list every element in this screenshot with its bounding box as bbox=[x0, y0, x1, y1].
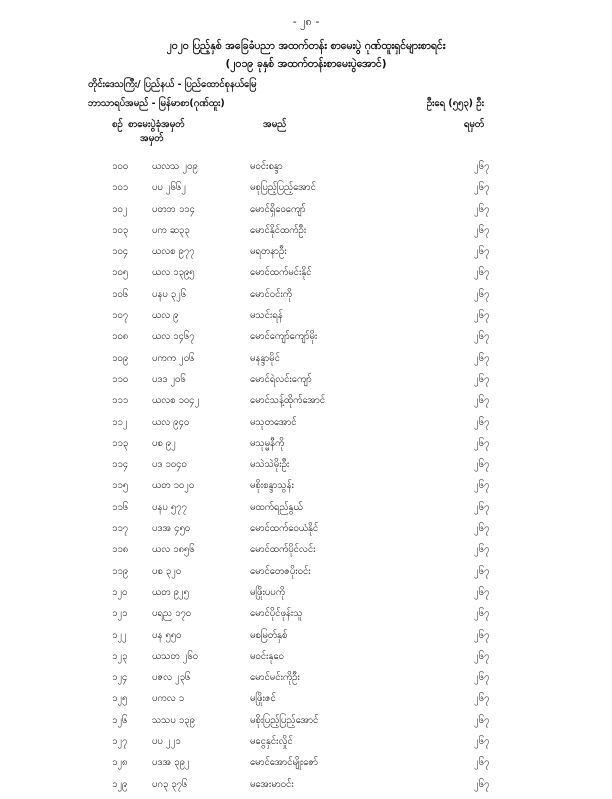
score: ၂၆၇ bbox=[474, 650, 490, 662]
row-number: ၁၀၂ bbox=[112, 203, 128, 215]
student-name: မဝင်းစန္ဒာ bbox=[250, 161, 283, 172]
table-row bbox=[0, 650, 612, 671]
row-number: ၁၁၀ bbox=[112, 373, 129, 385]
roll-number: ပကလ ၁ bbox=[152, 693, 184, 705]
student-name: မသဲသဲမိုးဦး bbox=[250, 459, 290, 471]
student-name: မောင်ကျော်ကျော်မိုး bbox=[250, 331, 318, 343]
score: ၂၆၇ bbox=[474, 693, 490, 705]
table-row bbox=[0, 671, 612, 692]
score: ၂၆၇ bbox=[474, 459, 490, 471]
table-row bbox=[0, 394, 612, 415]
score: ၂၆၇ bbox=[474, 203, 490, 215]
student-name: မောင်ထက်ပိုင်လင်း bbox=[250, 544, 316, 556]
roll-number: ပက ဆ၃၃ bbox=[152, 224, 190, 236]
table-row bbox=[0, 266, 612, 287]
roll-number: ပဒဒ ၂၀၆ bbox=[152, 373, 186, 385]
header-name: အမည် bbox=[263, 119, 287, 130]
row-number: ၁၂၇ bbox=[112, 736, 128, 748]
table-row bbox=[0, 330, 612, 351]
student-name: မဝင်းနုဝေ bbox=[250, 650, 284, 662]
student-name: မဖြိုးပပကို bbox=[250, 586, 285, 598]
roll-number: ပကက ၂၀၆ bbox=[152, 352, 195, 364]
roll-number: ယလစ ၉၇၇ bbox=[152, 246, 195, 258]
score: ၂၆၇ bbox=[474, 736, 490, 748]
table-row bbox=[0, 714, 612, 735]
score: ၂၆၇ bbox=[474, 629, 490, 641]
score: ၂၆၇ bbox=[474, 586, 490, 598]
table-row bbox=[0, 756, 612, 777]
table-row bbox=[0, 629, 612, 650]
score: ၂၆၇ bbox=[474, 352, 490, 364]
row-number: ၁၁၅ bbox=[112, 480, 129, 492]
score: ၂၆၇ bbox=[474, 161, 490, 172]
roll-number: ယလသ ၂၀၉ bbox=[152, 161, 198, 172]
student-name: မောင်အောင်မျိုးဇော် bbox=[250, 757, 318, 769]
roll-number: ယတ ၉၂၅ bbox=[152, 586, 189, 598]
row-number: ၁၀၅ bbox=[112, 267, 129, 279]
row-number: ၁၂၈ bbox=[112, 757, 128, 769]
score: ၂၆၇ bbox=[474, 331, 490, 343]
roll-number: ပဒ ၁၀၄၀ bbox=[152, 459, 187, 471]
table-row bbox=[0, 373, 612, 394]
row-number: ၁၂၅ bbox=[112, 693, 128, 705]
score: ၂၆၇ bbox=[474, 288, 490, 300]
student-name: မရတနာဦး bbox=[250, 246, 287, 258]
student-name: မောင်ဝင်းကို bbox=[250, 288, 293, 300]
student-name: မစမြတ်နှစ် bbox=[250, 629, 288, 641]
table-row bbox=[0, 778, 612, 799]
roll-number: သသပ ၁၃၉ bbox=[152, 714, 195, 726]
score: ၂၆၇ bbox=[474, 523, 490, 535]
table-row bbox=[0, 245, 612, 266]
row-number: ၁၂၃ bbox=[112, 650, 128, 662]
row-number: ၁၁၈ bbox=[112, 544, 129, 556]
table-row bbox=[0, 352, 612, 373]
score: ၂၆၇ bbox=[474, 757, 490, 769]
row-number: ၁၂၀ bbox=[112, 586, 128, 598]
row-number: ၁၀၇ bbox=[112, 310, 129, 322]
student-name: မောင်နိုင်ထက်ဦး bbox=[250, 224, 307, 236]
student-name: မစိုးစန္ဒာသွန်း bbox=[250, 480, 294, 492]
row-number: ၁၁၉ bbox=[112, 565, 129, 577]
student-name: မစိုးပြည့်ပြည့်အောင် bbox=[250, 714, 319, 726]
row-number: ၁၂၁ bbox=[112, 608, 128, 620]
table-row bbox=[0, 522, 612, 543]
score: ၂၆၇ bbox=[474, 246, 490, 258]
roll-number: ပတဘ ၁၁၄ bbox=[152, 203, 195, 215]
results-table bbox=[0, 160, 612, 799]
roll-number: ပဇလ ၂၃၆ bbox=[152, 672, 191, 684]
table-row bbox=[0, 416, 612, 437]
roll-number: ပဒအ ၃၉၂ bbox=[152, 757, 190, 769]
score: ၂၆၇ bbox=[474, 778, 490, 790]
roll-number: ပစ ၃၂၀ bbox=[152, 565, 182, 577]
table-row bbox=[0, 479, 612, 500]
row-number: ၁၁၆ bbox=[112, 501, 129, 513]
score: ၂၆၇ bbox=[474, 310, 490, 322]
student-name: မောင်သန့်ထိုက်အောင် bbox=[250, 395, 326, 407]
score: ၂၆၇ bbox=[474, 224, 490, 236]
roll-number: ပရည ၁၇၀ bbox=[152, 608, 192, 620]
student-name: မအေးမာဝင်း bbox=[250, 778, 294, 790]
roll-number: ယလ ၁၃၉၅ bbox=[152, 267, 195, 279]
table-row bbox=[0, 607, 612, 628]
roll-number: ပန ၅၅၀ bbox=[152, 629, 182, 641]
student-name: မထက်ရည်နွယ် bbox=[250, 501, 303, 513]
region-label: တိုင်းဒေသကြီး/ ပြည်နယ် - ပြည်ထောင်စုနယ်မြေ bbox=[88, 79, 257, 90]
student-name: မောင်ထက်မင်းနိုင် bbox=[250, 267, 312, 279]
row-number: ၁၀၈ bbox=[112, 331, 129, 343]
student-name: မသုတအောင် bbox=[250, 416, 297, 428]
score: ၂၆၇ bbox=[474, 608, 490, 620]
row-number: ၁၂၆ bbox=[112, 714, 128, 726]
score: ၂၆၇ bbox=[474, 480, 490, 492]
roll-number: ယလ ၁၈၅၆ bbox=[152, 544, 195, 556]
row-number: ၁၂၂ bbox=[112, 629, 127, 641]
document-subtitle: (၂၀၁၉ ခုနှစ် အထက်တန်းစာမေးပွဲအောင်) bbox=[225, 58, 387, 70]
student-name: မောင်ရှိဝေကျော် bbox=[250, 203, 306, 215]
subject-label: ဘာသာရပ်အမည် - မြန်မာစာ(ဂုဏ်ထူး) bbox=[88, 98, 225, 109]
score: ၂၆၇ bbox=[474, 416, 490, 428]
row-number: ၁၀၉ bbox=[112, 352, 129, 364]
score: ၂၆၇ bbox=[474, 267, 490, 279]
roll-number: ပစ ၉၂ bbox=[152, 437, 176, 449]
row-number: ၁၂၉ bbox=[112, 778, 128, 790]
table-row bbox=[0, 501, 612, 522]
student-name: မငွေနှင်းလှိုင် bbox=[250, 736, 293, 748]
score: ၂၆၇ bbox=[474, 501, 490, 513]
score: ၂၆၇ bbox=[474, 182, 490, 194]
table-row bbox=[0, 309, 612, 330]
roll-number: ပပ ၂၂၁ bbox=[152, 736, 181, 748]
score: ၂၆၇ bbox=[474, 437, 490, 449]
row-number: ၁၁၇ bbox=[112, 523, 129, 535]
roll-number: ယလ ၁၄၆၇ bbox=[152, 331, 195, 343]
row-number: ၁၁၁ bbox=[112, 395, 129, 407]
table-row bbox=[0, 458, 612, 479]
score: ၂၆၇ bbox=[474, 672, 490, 684]
score: ၂၆၇ bbox=[474, 544, 490, 556]
student-name: မစုပြည့်ပြည့်အောင် bbox=[250, 182, 316, 194]
student-name: မောင်ထက်ဝေယံနိုင် bbox=[250, 523, 319, 535]
student-name: မနန္ဒာမိုင် bbox=[250, 352, 280, 364]
row-number: ၁၀၆ bbox=[112, 288, 129, 300]
roll-number: ပနပ ၅၇၇ bbox=[152, 501, 187, 513]
table-row bbox=[0, 543, 612, 564]
roll-number: ယလ ၉၄၀ bbox=[152, 416, 190, 428]
roll-number: ယလစ ၁၀၄၂ bbox=[152, 395, 200, 407]
table-row bbox=[0, 586, 612, 607]
row-number: ၁၀၁ bbox=[112, 182, 129, 194]
header-mark: ရမှတ် bbox=[463, 119, 484, 130]
table-row bbox=[0, 181, 612, 202]
table-row bbox=[0, 160, 612, 181]
student-name: မောင်မင်းကိုဦး bbox=[250, 672, 300, 684]
header-no: စဉ် bbox=[112, 119, 123, 130]
student-name: မောင်ရဲလင်းကျော် bbox=[250, 373, 312, 385]
roll-number: ပနပ ၃၂၆ bbox=[152, 288, 187, 300]
score: ၂၆၇ bbox=[474, 373, 490, 385]
table-row bbox=[0, 203, 612, 224]
row-number: ၁၀၄ bbox=[112, 246, 129, 258]
roll-number: ယတ ၁၀၂၀ bbox=[152, 480, 195, 492]
roll-number: ယလ ၉ bbox=[152, 310, 179, 322]
document-title: ၂၀၂၀ ပြည့်နှစ် အခြေခံပညာ အထက်တန်း စာမေးပွဲ ဂုဏ်ထူးရှင်များစာရင်း bbox=[166, 40, 446, 52]
student-name: မောင်ပိုင်ဖုန်းသူ bbox=[250, 608, 303, 620]
student-name: မဖြိုးဇင် bbox=[250, 693, 276, 705]
score: ၂၆၇ bbox=[474, 395, 490, 407]
table-row bbox=[0, 565, 612, 586]
header-roll: စာမေးပွဲခုံအမှတ် bbox=[128, 119, 185, 130]
table-row bbox=[0, 437, 612, 458]
roll-number: ယသတ ၂၆၀ bbox=[152, 650, 199, 662]
table-row bbox=[0, 692, 612, 713]
page-number: - ၂၈ - bbox=[292, 15, 320, 28]
row-number: ၁၁၃ bbox=[112, 437, 129, 449]
roll-number: ပဒအ ၄၅၀ bbox=[152, 523, 191, 535]
count-label: ဦးရေ (၅၅၃) ဦး bbox=[426, 98, 484, 109]
table-row bbox=[0, 288, 612, 309]
student-name: မသုမ္မနီကို bbox=[250, 437, 285, 449]
roll-number: ပဂ၃ ၃၇၆ bbox=[152, 778, 188, 790]
row-number: ၁၁၂ bbox=[112, 416, 128, 428]
student-name: မသင်းရန် bbox=[250, 310, 283, 322]
row-number: ၁၁၄ bbox=[112, 459, 129, 471]
header-roll-sub: အမှတ် bbox=[140, 133, 164, 144]
row-number: ၁၀၀ bbox=[112, 161, 129, 172]
score: ၂၆၇ bbox=[474, 565, 490, 577]
roll-number: ပပ ၂၆၆၂ bbox=[152, 182, 186, 194]
table-row bbox=[0, 735, 612, 756]
row-number: ၁၂၄ bbox=[112, 672, 128, 684]
row-number: ၁၀၃ bbox=[112, 224, 129, 236]
score: ၂၆၇ bbox=[474, 714, 490, 726]
student-name: မောင်တေဇပိုးဝင်း bbox=[250, 565, 311, 577]
table-row bbox=[0, 224, 612, 245]
